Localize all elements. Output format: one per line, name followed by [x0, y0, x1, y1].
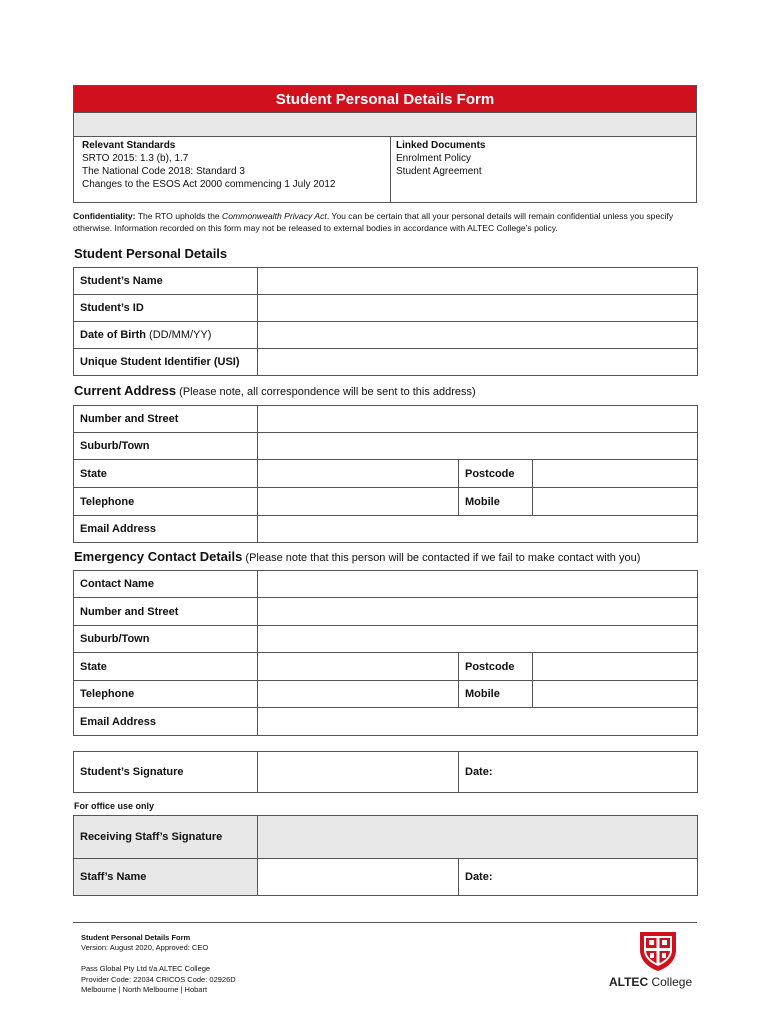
address-telephone-field[interactable] — [258, 488, 459, 516]
contact-postcode-field[interactable] — [533, 653, 698, 681]
contact-telephone-field[interactable] — [258, 681, 459, 708]
footer-company: Pass Global Pty Ltd t/a ALTEC College — [81, 964, 211, 973]
footer-divider — [73, 922, 697, 923]
signature-date-field[interactable] — [459, 752, 698, 793]
address-mobile-field[interactable] — [533, 488, 698, 516]
confidentiality-text: . You can be certain that all your personal details will remain confidential unless you specify otherwise. Information recorded on this form may not be released to external bodies in accordance with ALTEC College’s policy. — [73, 211, 674, 233]
confidentiality-statement — [73, 210, 703, 234]
relevant-standards — [82, 139, 336, 191]
contact-mobile-label: Mobile — [459, 681, 533, 708]
linked-document-line: Enrolment Policy — [396, 153, 472, 164]
office-date-field[interactable] — [459, 859, 698, 896]
standards-box — [73, 137, 697, 203]
title-spacer-bar — [73, 113, 697, 137]
contact-street-field[interactable] — [258, 598, 698, 626]
emergency-contact-title: Emergency Contact Details — [74, 549, 243, 564]
current-address-table — [73, 405, 698, 543]
footer-locations: Melbourne | North Melbourne | Hobart — [81, 985, 208, 994]
contact-name-field[interactable] — [258, 571, 698, 598]
address-suburb-label: Suburb/Town — [74, 433, 258, 460]
address-mobile-label: Mobile — [459, 488, 533, 516]
standard-line: Changes to the ESOS Act 2000 commencing 1 July 2012 — [82, 179, 336, 190]
dob-format: (DD/MM/YY) — [146, 329, 212, 341]
logo-text-regular: College — [648, 975, 693, 989]
contact-mobile-field[interactable] — [533, 681, 698, 708]
address-state-field[interactable] — [258, 460, 459, 488]
student-signature-field[interactable] — [258, 752, 459, 793]
contact-name-label: Contact Name — [74, 571, 258, 598]
footer-version: Version: August 2020, Approved: CEO — [81, 943, 209, 952]
address-telephone-label: Telephone — [74, 488, 258, 516]
contact-state-label: State — [74, 653, 258, 681]
signature-date-label: Date: — [465, 766, 493, 778]
emergency-contact-heading — [74, 549, 640, 564]
contact-email-label: Email Address — [74, 708, 258, 736]
student-signature-table — [73, 751, 698, 793]
confidentiality-label: Confidentiality: — [73, 211, 136, 221]
footer-provider-code: Provider Code: 22034 CRICOS Code: 02926D — [81, 975, 236, 984]
staff-name-field[interactable] — [258, 859, 459, 896]
staff-signature-field[interactable] — [258, 816, 698, 859]
student-name-field[interactable] — [258, 268, 698, 295]
form-title: Student Personal Details Form — [73, 85, 697, 113]
standard-line: SRTO 2015: 1.3 (b), 1.7 — [82, 153, 189, 164]
altec-shield-icon — [636, 928, 680, 972]
dob-field[interactable] — [258, 322, 698, 349]
usi-label: Unique Student Identifier (USI) — [74, 349, 258, 376]
emergency-contact-table — [73, 570, 698, 736]
student-details-heading: Student Personal Details — [74, 246, 228, 261]
contact-telephone-label: Telephone — [74, 681, 258, 708]
staff-signature-label: Receiving Staff’s Signature — [74, 816, 258, 859]
student-name-label: Student’s Name — [74, 268, 258, 295]
relevant-standards-heading: Relevant Standards — [82, 140, 176, 151]
student-id-field[interactable] — [258, 295, 698, 322]
address-email-field[interactable] — [258, 516, 698, 543]
current-address-note: (Please note, all correspondence will be sent to this address) — [176, 386, 476, 398]
dob-label-text: Date of Birth — [80, 329, 146, 341]
standard-line: The National Code 2018: Standard 3 — [82, 166, 245, 177]
contact-suburb-field[interactable] — [258, 626, 698, 653]
linked-document-line: Student Agreement — [396, 166, 482, 177]
address-postcode-field[interactable] — [533, 460, 698, 488]
usi-field[interactable] — [258, 349, 698, 376]
contact-email-field[interactable] — [258, 708, 698, 736]
office-date-label: Date: — [465, 871, 493, 883]
altec-logo-text — [609, 975, 692, 989]
dob-label — [74, 322, 258, 349]
office-use-table — [73, 815, 698, 896]
linked-documents — [396, 139, 485, 178]
current-address-title: Current Address — [74, 383, 177, 398]
address-postcode-label: Postcode — [459, 460, 533, 488]
office-use-heading: For office use only — [74, 801, 155, 811]
student-id-label: Student’s ID — [74, 295, 258, 322]
linked-documents-heading: Linked Documents — [396, 140, 486, 151]
address-email-label: Email Address — [74, 516, 258, 543]
standards-divider — [390, 137, 391, 202]
confidentiality-text: The RTO upholds the — [135, 211, 223, 221]
address-state-label: State — [74, 460, 258, 488]
address-street-field[interactable] — [258, 406, 698, 433]
student-signature-label: Student’s Signature — [74, 752, 258, 793]
address-street-label: Number and Street — [74, 406, 258, 433]
current-address-heading — [74, 383, 476, 398]
contact-state-field[interactable] — [258, 653, 459, 681]
contact-street-label: Number and Street — [74, 598, 258, 626]
privacy-act-name: Commonwealth Privacy Act — [222, 211, 327, 221]
contact-suburb-label: Suburb/Town — [74, 626, 258, 653]
staff-name-label: Staff’s Name — [74, 859, 258, 896]
footer-form-name: Student Personal Details Form — [81, 933, 191, 942]
logo-text-bold: ALTEC — [609, 975, 649, 989]
emergency-contact-note: (Please note that this person will be contacted if we fail to make contact with you) — [242, 552, 641, 564]
contact-postcode-label: Postcode — [459, 653, 533, 681]
address-suburb-field[interactable] — [258, 433, 698, 460]
student-details-table — [73, 267, 698, 376]
